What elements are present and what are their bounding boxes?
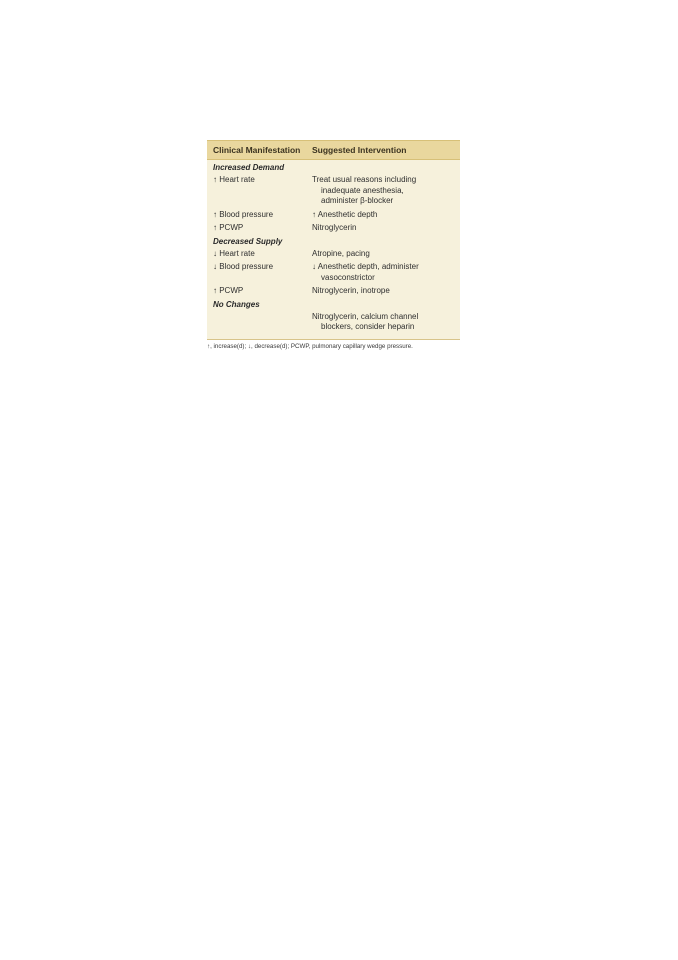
manifestation-cell xyxy=(207,312,312,333)
intervention-line: Nitroglycerin, calcium channel xyxy=(312,311,419,321)
section-title: Increased Demand xyxy=(213,163,285,172)
intervention-cell xyxy=(312,262,460,283)
intervention-line: vasoconstrictor xyxy=(321,272,375,282)
intervention-line: Atropine, pacing xyxy=(312,248,370,258)
table-row xyxy=(207,222,460,236)
intervention-cell xyxy=(312,312,460,333)
intervention-cell xyxy=(312,223,460,234)
intervention-line: inadequate anesthesia, xyxy=(321,185,404,195)
table-header-row xyxy=(207,140,460,160)
header-suggested-intervention: Suggested Intervention xyxy=(312,145,407,155)
table-row xyxy=(207,174,460,209)
table-row xyxy=(207,311,460,335)
intervention-line: Nitroglycerin, inotrope xyxy=(312,286,390,295)
section-title: No Changes xyxy=(213,299,260,309)
manifestation-cell: ↑ Blood pressure xyxy=(213,209,274,219)
manifestation-cell: ↓ Blood pressure xyxy=(213,262,274,271)
section-title: Decreased Supply xyxy=(213,236,283,246)
table-row xyxy=(207,248,460,262)
manifestation-cell: ↓ Heart rate xyxy=(213,248,255,258)
table-row xyxy=(207,285,460,299)
intervention-line: ↑ Anesthetic depth xyxy=(312,209,378,219)
intervention-line: ↓ Anesthetic depth, administer xyxy=(312,262,419,271)
intervention-cell xyxy=(312,175,460,207)
table-row xyxy=(207,261,460,285)
manifestation-cell: ↑ Heart rate xyxy=(213,175,255,184)
intervention-cell xyxy=(312,286,460,297)
intervention-line: blockers, consider heparin xyxy=(321,322,415,331)
header-clinical-manifestation: Clinical Manifestation xyxy=(213,145,301,155)
intervention-line: administer β-blocker xyxy=(321,196,394,205)
intervention-cell xyxy=(312,210,460,221)
manifestation-cell: ↑ PCWP xyxy=(213,286,244,295)
intervention-line: Nitroglycerin xyxy=(312,223,357,232)
intervention-line: Treat usual reasons including xyxy=(312,175,417,184)
table-row xyxy=(207,209,460,223)
intervention-table xyxy=(207,140,460,340)
table-body xyxy=(207,160,460,339)
manifestation-cell: ↑ PCWP xyxy=(213,223,244,232)
intervention-cell xyxy=(312,249,460,260)
table-footnote: ↑, increase(d); ↓, decrease(d); PCWP, pulmonary capillary wedge pressure. xyxy=(207,343,413,350)
